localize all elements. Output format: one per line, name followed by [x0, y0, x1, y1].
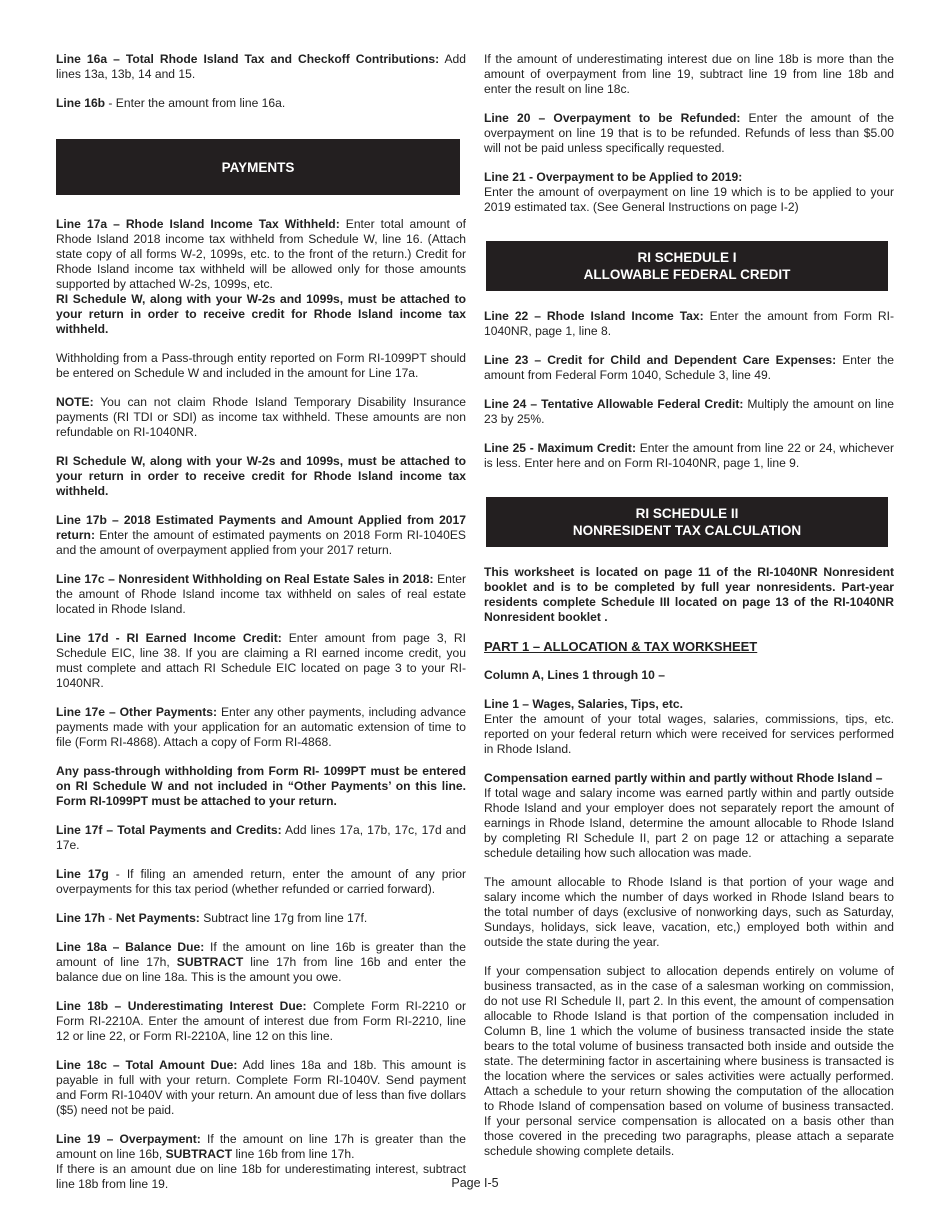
line-24: Line 24 – Tentative Allowable Federal Credit: Multiply the amount on line 23 by 25%. [484, 397, 894, 426]
line-18c: Line 18c – Total Amount Due: Add lines 18a and 18b. This amount is payable in full with your return. Complete Form RI-1040V. Send payment and Form RI-1040V with your return. An amount due of less than five dollars ($5) need not be paid. [56, 1058, 466, 1117]
interest-intro: If the amount of underestimating interest due on line 18b is more than the amount of overpayment from line 19, subtract line 19 from line 18b and enter the result on line 18c. [484, 52, 894, 96]
line-17e: Line 17e – Other Payments: Enter any other payments, including advance payments made with your application for an automatic extension of time to file (Form RI-4868). Attach a copy of Form RI-4868. [56, 705, 467, 749]
left-column [56, 52, 466, 1206]
schedule-w-note-2: RI Schedule W, along with your W-2s and 1099s, must be attached to your return in order to receive credit for Rhode Island income tax withheld. [56, 454, 466, 498]
line-17b: Line 17b – 2018 Estimated Payments and Amount Applied from 2017 return: Enter the amount of estimated payments on 2018 Form RI-1040ES and the amount of overpayment applied from your 2017 return. [56, 513, 466, 557]
line-17g: Line 17g - If filing an amended return, enter the amount of any prior overpayments for this tax period (whether refunded or carried forward). [56, 867, 466, 896]
right-column [484, 52, 894, 1173]
payments-banner: PAYMENTS [56, 139, 460, 195]
line-16b: Line 16b - Enter the amount from line 16a. [56, 96, 286, 110]
page-number: Page I-5 [451, 1176, 499, 1190]
line-1: Line 1 – Wages, Salaries, Tips, etc. Enter the amount of your total wages, salaries, commissions, tips, etc. reported on your federal return which were received for services performed in Rhode Island. [484, 697, 894, 756]
passthrough-note: Withholding from a Pass-through entity reported on Form RI-1099PT should be entered on Schedule W and included in the amount for Line 17a. [56, 351, 466, 380]
line-20: Line 20 – Overpayment to be Refunded: Enter the amount of the overpayment on line 19 that is to be refunded. Refunds of less than $5.00 will not be paid unless specifically requested. [484, 111, 894, 155]
tdi-note: NOTE: You can not claim Rhode Island Temporary Disability Insurance payments (RI TDI or SDI) as income tax withheld. These amounts are non refundable on RI-1040NR. [56, 395, 466, 439]
line-17h: Line 17h - Net Payments: Subtract line 17g from line 17f. [56, 911, 368, 925]
schedule-ii-banner: RI SCHEDULE II NONRESIDENT TAX CALCULATION [486, 497, 888, 547]
line-17a: Line 17a – Rhode Island Income Tax Withheld: Enter total amount of Rhode Island 2018 income tax withheld from Schedule W, line 16. (Attach state copy of all forms W-2, 1099s, etc. to the front of the return.) Credit for Rhode Island income tax withheld will be allowed only for those amounts supported by attached W-2s, 1099s, etc. [56, 217, 466, 291]
line-19-interest: If there is an amount due on line 18b for underestimating interest, subtract line 18b from line 19. [56, 1162, 466, 1191]
passthrough-bold-note: Any pass-through withholding from Form RI- 1099PT must be entered on RI Schedule W and not included in “Other Payments’ on this line. Form RI-1099PT must be attached to your return. [56, 764, 466, 808]
line-19: Line 19 – Overpayment: If the amount on line 17h is greater than the amount on line 16b, SUBTRACT line 16b from line 17h. [56, 1132, 467, 1161]
line-17c: Line 17c – Nonresident Withholding on Real Estate Sales in 2018: Enter the amount of Rhode Island income tax withheld on sales of real estate located in Rhode Island. [56, 572, 466, 616]
worksheet-note: This worksheet is located on page 11 of the RI-1040NR Nonresident booklet and is to be completed by full year nonresidents. Part-year residents complete Schedule III located on page 13 of the RI-1040NR Nonresident booklet . [484, 565, 894, 624]
schedule-w-note: RI Schedule W, along with your W-2s and 1099s, must be attached to your return in order to receive credit for Rhode Island income tax withheld. [56, 292, 466, 336]
line-17f: Line 17f – Total Payments and Credits: Add lines 17a, 17b, 17c, 17d and 17e. [56, 823, 466, 852]
line-17d: Line 17d - RI Earned Income Credit: Enter amount from page 3, RI Schedule EIC, line 38. If you are claiming a RI earned income credit, you must complete and attach RI Schedule EIC located on page 3 to your RI-1040NR. [56, 631, 466, 690]
line-22: Line 22 – Rhode Island Income Tax: Enter the amount from Form RI-1040NR, page 1, line 8. [484, 309, 894, 338]
schedule-i-banner: RI SCHEDULE I ALLOWABLE FEDERAL CREDIT [486, 241, 888, 291]
volume-of-business: If your compensation subject to allocation depends entirely on volume of business transacted, as in the case of a salesman working on commission, do not use RI Schedule II, part 2. In this event, the amount of compensation allocable to Rhode Island is that portion of the compensation included in Column B, line 1 which the volume of business transacted inside the state bears to the total volume of business transacted both inside and outside the state. The determining factor in ascertaining where business is transacted is the location where the services or sales activities were actually performed. Attach a schedule to your return showing the computation of the allocation to Rhode Island of compensation based on volume of business transacted. If your personal service compensation is allocated on a basis other than those covered in the preceding two paragraphs, please attach a separate schedule showing complete details. [484, 964, 894, 1158]
line-23: Line 23 – Credit for Child and Dependent Care Expenses: Enter the amount from Federal Form 1040, Schedule 3, line 49. [484, 353, 894, 382]
line-21: Line 21 - Overpayment to be Applied to 2019: Enter the amount of overpayment on line 19 which is to be applied to your 2019 estimated tax. (See General Instructions on page I-2) [484, 170, 894, 214]
line-25: Line 25 - Maximum Credit: Enter the amount from line 22 or 24, whichever is less. Enter here and on Form RI-1040NR, page 1, line 9. [484, 441, 895, 470]
column-a-heading: Column A, Lines 1 through 10 – [484, 668, 665, 682]
line-18a: Line 18a – Balance Due: If the amount on line 16b is greater than the amount of line 17h, SUBTRACT line 17h from line 16b and enter the balance due on line 18a. This is the amount you owe. [56, 940, 467, 984]
compensation-partly: Compensation earned partly within and partly without Rhode Island – If total wage and salary income was earned partly within and partly outside Rhode Island and your employer does not separately report the amount of earnings in Rhode Island, determine the amount allocable to Rhode Island by completing RI Schedule II, part 2 on page 12 or attaching a separate schedule detailing how such allocation was made. [484, 771, 894, 860]
allocable-amount: The amount allocable to Rhode Island is that portion of your wage and salary income which the number of days worked in Rhode Island bears to the total number of days (exclusive of nonworking days, such as Saturday, Sundays, holidays, sick leave, vacation, etc,) employed both within and outside the state during the year. [484, 875, 894, 949]
line-18b: Line 18b – Underestimating Interest Due: Complete Form RI-2210 or Form RI-2210A. Enter the amount of interest due from Form RI-2210, line 12 or line 22, or Form RI-2210A, line 12 on this line. [56, 999, 466, 1043]
line-16a: Line 16a – Total Rhode Island Tax and Checkoff Contributions: Add lines 13a, 13b, 14 and 15. [56, 52, 466, 81]
part-1-title: PART 1 – ALLOCATION & TAX WORKSHEET [484, 639, 758, 654]
